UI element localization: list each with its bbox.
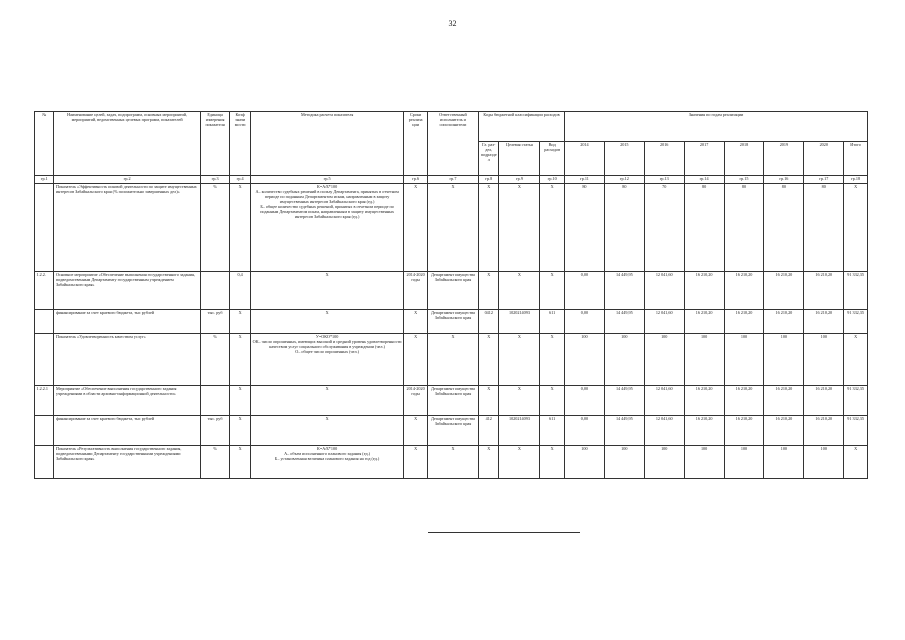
method-line: Б– установленная величина планового задания на год (ед.) [274, 455, 380, 461]
row-responsible: Департамент имущества Забайкальского края [427, 309, 478, 333]
row-value: 100 [764, 445, 804, 478]
method-line: А– объем исполненного планового задания (ед.) [284, 450, 371, 456]
row-terms: X [404, 309, 428, 333]
row-value: 100 [724, 445, 764, 478]
header-coef: Коэф значи мости [230, 112, 250, 176]
column-number: гр.8 [479, 176, 499, 184]
row-terms: X [404, 333, 428, 385]
method-line: X [325, 385, 329, 391]
row-coef: X [230, 333, 250, 385]
row-value: 16 210,20 [764, 309, 804, 333]
row-value: 80 [684, 183, 724, 271]
row-value: 70 [644, 183, 684, 271]
row-value: 14 449,95 [604, 271, 644, 309]
header-name: Наименование целей, задач, подпрограмм, основных мероприятий, мероприятий, ведомственных целевых программ, показателей [54, 112, 200, 176]
header-year: 2015 [604, 142, 644, 176]
row-value: 91 332,35 [844, 385, 868, 415]
row-number [35, 183, 54, 271]
row-target: X [499, 333, 540, 385]
row-gr: X [479, 385, 499, 415]
header-responsible: Ответственный исполнитель и соисполнители [427, 112, 478, 176]
row-value: 16 210,20 [724, 415, 764, 445]
row-terms: X [404, 415, 428, 445]
column-number: гр.1 [35, 176, 54, 184]
row-value: 16 210,20 [684, 309, 724, 333]
method-line: К=А/Б*100 [317, 183, 338, 189]
row-responsible: X [427, 183, 478, 271]
row-value: X [844, 183, 868, 271]
row-unit: % [200, 445, 230, 478]
row-value: 16 210,20 [684, 415, 724, 445]
row-value: 100 [644, 333, 684, 385]
column-number: гр.18 [844, 176, 868, 184]
row-value: 16 210,20 [764, 415, 804, 445]
row-value: 16 210,20 [724, 385, 764, 415]
bottom-rule [428, 532, 580, 533]
row-value: 91 332,35 [844, 415, 868, 445]
method-line: А– количество судебных решений в пользу Департамента, принятых в отчетном периоде по поданным Департаментом искам, направленным в защиту имущественных интересов Забайкальского края (ед.) [255, 188, 399, 204]
row-value: 16 210,20 [724, 309, 764, 333]
row-value: 12 041,60 [644, 309, 684, 333]
row-gr: 412 [479, 415, 499, 445]
column-number: гр.13 [644, 176, 684, 184]
row-value: 100 [644, 445, 684, 478]
row-name: Основное мероприятие «Обеспечение выполнения государственного задания, подведомственным Департаменту государственным учреждением Забайкальского края» [54, 271, 200, 309]
column-number: гр.4 [230, 176, 250, 184]
row-gr: X [479, 333, 499, 385]
row-type: X [540, 183, 565, 271]
header-year: 2019 [764, 142, 804, 176]
header-terms: Сроки реализа ции [404, 112, 428, 176]
row-type: 611 [540, 309, 565, 333]
row-method [250, 445, 403, 478]
row-gr: 0412 [479, 309, 499, 333]
row-gr: X [479, 445, 499, 478]
row-value: 16 210,20 [724, 271, 764, 309]
row-coef: X [230, 415, 250, 445]
row-responsible: X [427, 333, 478, 385]
row-value: 16 210,20 [804, 415, 844, 445]
row-value: 0,00 [564, 309, 604, 333]
row-number: 1.2.2.1 [35, 385, 54, 415]
row-value: 16 210,20 [764, 271, 804, 309]
row-name: Мероприятие «Обеспечение выполнения государственного задания учреждениями в области архивно-информационной деятельности» [54, 385, 200, 415]
row-method [250, 183, 403, 271]
row-value: 91 332,35 [844, 271, 868, 309]
row-coef: X [230, 183, 250, 271]
row-value: 16 210,20 [684, 271, 724, 309]
row-number [35, 445, 54, 478]
column-number: гр.15 [724, 176, 764, 184]
row-value: 16 210,20 [684, 385, 724, 415]
row-value: 91 332,35 [844, 309, 868, 333]
header-no: № [35, 112, 54, 176]
header-method: Методика расчета показателя [250, 112, 403, 176]
header-budget-codes: Коды бюджетной классификации расходов [479, 112, 565, 142]
row-name: Показатель «Удовлетворенность качеством услуг» [54, 333, 200, 385]
column-numbers-row [35, 176, 868, 184]
row-responsible: Департамент имущества Забайкальского края [427, 415, 478, 445]
column-number: гр.9 [499, 176, 540, 184]
header-values-by-year: Значения по годам реализации [564, 112, 867, 142]
row-value: 100 [804, 333, 844, 385]
method-line: Б– общее количество судебных решений, принятых в отчетном периоде по поданным Департаментом искам, направленным в защиту имущественных интересов Забайкальского края (ед.) [260, 203, 395, 219]
row-responsible: Департамент имущества Забайкальского края [427, 271, 478, 309]
column-number: гр.11 [564, 176, 604, 184]
table-row [35, 309, 868, 333]
column-number: гр.2 [54, 176, 200, 184]
row-terms: X [404, 183, 428, 271]
row-terms: X [404, 445, 428, 478]
row-unit: тыс. руб [200, 309, 230, 333]
method-line: О– общее число опрошенных (чел.) [295, 348, 359, 354]
column-number: гр.10 [540, 176, 565, 184]
row-unit [200, 271, 230, 309]
row-method [250, 271, 403, 309]
row-value: 16 210,20 [804, 385, 844, 415]
row-type: X [540, 385, 565, 415]
header-year: 2014 [564, 142, 604, 176]
page-number: 32 [448, 19, 457, 28]
table-row [35, 183, 868, 271]
row-coef: X [230, 309, 250, 333]
row-value: 100 [804, 445, 844, 478]
row-number [35, 415, 54, 445]
row-method [250, 415, 403, 445]
program-table [34, 111, 868, 479]
row-coef: X [230, 445, 250, 478]
row-responsible: Департамент имущества Забайкальского края [427, 385, 478, 415]
row-responsible: X [427, 445, 478, 478]
row-method [250, 385, 403, 415]
row-value: 80 [804, 183, 844, 271]
header-unit: Единица измерения показателя [200, 112, 230, 176]
row-unit: % [200, 183, 230, 271]
row-value: 100 [764, 333, 804, 385]
row-value: 14 449,95 [604, 415, 644, 445]
row-value: 100 [564, 445, 604, 478]
row-value: 14 449,95 [604, 385, 644, 415]
header-target: Целевая статья [499, 142, 540, 176]
row-value: 12 041,60 [644, 271, 684, 309]
row-method [250, 333, 403, 385]
row-value: 12 041,60 [644, 415, 684, 445]
row-value: 80 [724, 183, 764, 271]
row-value: 0,00 [564, 271, 604, 309]
row-value: 0,00 [564, 385, 604, 415]
row-value: 80 [564, 183, 604, 271]
row-value: 14 449,95 [604, 309, 644, 333]
row-type: X [540, 333, 565, 385]
header-type: Вид расходов [540, 142, 565, 176]
row-value: 100 [684, 333, 724, 385]
method-line: X [325, 309, 329, 315]
row-value: 16 210,20 [804, 309, 844, 333]
method-line: У=ОКО*100 [315, 333, 339, 339]
column-number: гр.16 [764, 176, 804, 184]
method-line: К=А/Б*100 [317, 445, 338, 451]
row-type: X [540, 271, 565, 309]
table-row [35, 333, 868, 385]
column-number: гр.14 [684, 176, 724, 184]
row-value: 100 [564, 333, 604, 385]
column-number: гр.7 [427, 176, 478, 184]
method-line: X [325, 271, 329, 277]
row-target: X [499, 271, 540, 309]
column-number: гр.5 [250, 176, 403, 184]
row-name: Показатель «Результативность выполнения государственного задания, подведомственными Департаменту государственными учреждениями Забайкальского края» [54, 445, 200, 478]
row-name: финансирование за счет краевого бюджета, тыс рублей [54, 415, 200, 445]
row-terms: 2014-2020 годы [404, 271, 428, 309]
table-row [35, 415, 868, 445]
row-value: 16 210,20 [764, 385, 804, 415]
column-number: гр.17 [804, 176, 844, 184]
table-row [35, 445, 868, 478]
row-value: 100 [724, 333, 764, 385]
row-unit [200, 385, 230, 415]
header-year: 2017 [684, 142, 724, 176]
column-number: гр.12 [604, 176, 644, 184]
row-value: 80 [604, 183, 644, 271]
row-value: 100 [604, 333, 644, 385]
method-line: ОК– число опрошенных, имеющих высокий и средний уровень удовлетворенности качеством услуг социального обслуживания в учреждении (чел.) [252, 338, 402, 349]
row-gr: X [479, 183, 499, 271]
row-value: 0,00 [564, 415, 604, 445]
row-target: X [499, 445, 540, 478]
header-year: 2020 [804, 142, 844, 176]
row-target: X [499, 385, 540, 415]
row-number [35, 333, 54, 385]
column-number: гр.6 [404, 176, 428, 184]
column-number: гр.3 [200, 176, 230, 184]
table-row [35, 385, 868, 415]
row-target: 1020214093 [499, 309, 540, 333]
row-coef: X [230, 385, 250, 415]
row-target: X [499, 183, 540, 271]
row-terms: 2014-2020 годы [404, 385, 428, 415]
row-gr: X [479, 271, 499, 309]
row-number [35, 309, 54, 333]
row-unit: тыс. руб [200, 415, 230, 445]
row-name: Показатель «Эффективность исковой деятельности по защите имущественных интересов Забайкальского края (% положительно завершенных дел)» [54, 183, 200, 271]
row-type: 611 [540, 415, 565, 445]
row-value: 80 [764, 183, 804, 271]
header-year: 2016 [644, 142, 684, 176]
row-value: 100 [604, 445, 644, 478]
method-line: X [325, 415, 329, 421]
header-year: 2018 [724, 142, 764, 176]
header-gr: Гл. раз-дел, подразде л [479, 142, 499, 176]
row-value: X [844, 445, 868, 478]
row-value: 100 [684, 445, 724, 478]
row-value: 16 210,20 [804, 271, 844, 309]
row-value: X [844, 333, 868, 385]
row-method [250, 309, 403, 333]
row-unit: % [200, 333, 230, 385]
header-year: Итого [844, 142, 868, 176]
row-coef: 0,4 [230, 271, 250, 309]
row-name: финансирование за счет краевого бюджета, тыс рублей [54, 309, 200, 333]
row-target: 1020214093 [499, 415, 540, 445]
row-type: X [540, 445, 565, 478]
table-row [35, 271, 868, 309]
row-value: 12 041,60 [644, 385, 684, 415]
row-number: 1.2.2. [35, 271, 54, 309]
